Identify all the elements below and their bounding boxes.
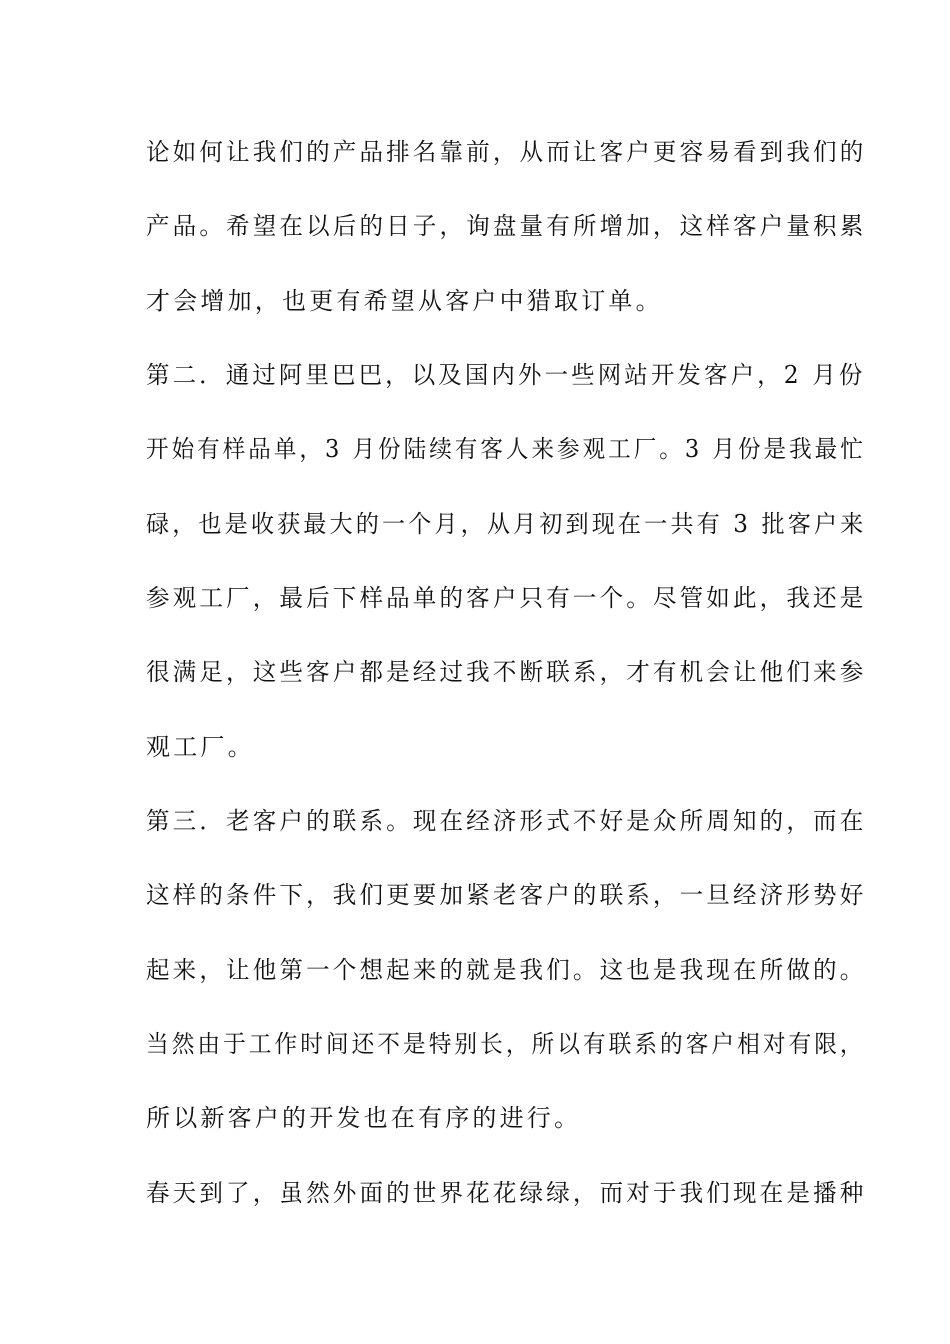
text-line-3: 才会增加，也更有希望从客户中猎取订单。: [146, 287, 663, 315]
text-line-9: 观工厂。: [146, 733, 255, 761]
text-line-12: 起来，让他第一个想起来的就是我们。这也是我现在所做的。: [146, 956, 867, 984]
text-line-8: 很满足，这些客户都是经过我不断联系，才有机会让他们来参: [146, 658, 867, 686]
text-line-13: 当然由于工作时间还不是特别长，所以有联系的客户相对有限，: [146, 1030, 866, 1058]
text-line-2: 产品。希望在以后的日子，询盘量有所增加，这样客户量积累: [146, 212, 867, 240]
text-line-6: 碌，也是收获最大的一个月，从月初到现在一共有 3 批客户来: [146, 510, 867, 538]
text-line-11: 这样的条件下，我们更要加紧老客户的联系，一旦经济形势好: [146, 881, 867, 909]
text-line-5: 开始有样品单，3 月份陆续有客人来参观工厂。3 月份是我最忙: [146, 435, 866, 463]
text-line-1: 论如何让我们的产品排名靠前，从而让客户更容易看到我们的: [146, 138, 867, 166]
text-line-15: 春天到了，虽然外面的世界花花绿绿，而对于我们现在是播种: [146, 1179, 867, 1207]
text-line-7: 参观工厂，最后下样品单的客户只有一个。尽管如此，我还是: [146, 584, 867, 612]
text-line-14: 所以新客户的开发也在有序的进行。: [146, 1104, 582, 1132]
text-line-10: 第三．老客户的联系。现在经济形式不好是众所周知的，而在: [146, 807, 867, 835]
text-line-4: 第二．通过阿里巴巴，以及国内外一些网站开发客户，2 月份: [146, 361, 866, 389]
